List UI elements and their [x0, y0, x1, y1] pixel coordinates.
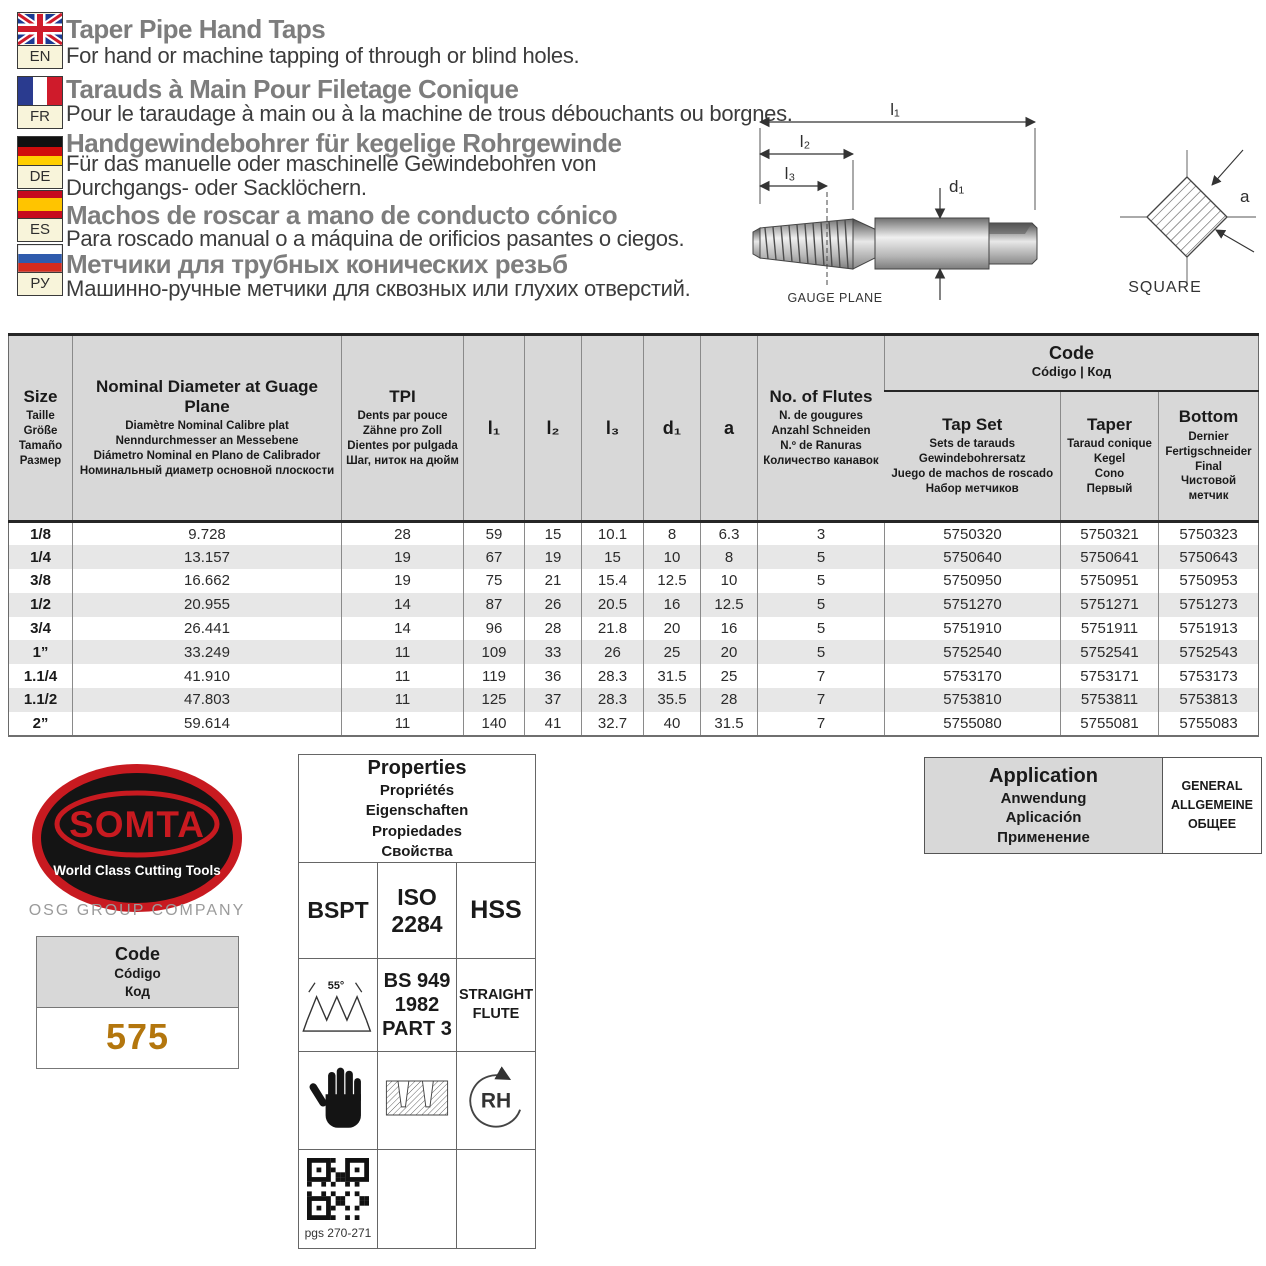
- series-code-box: [36, 936, 239, 1069]
- logo-text: SOMTA: [69, 804, 205, 845]
- property-thread-section: [378, 1052, 457, 1150]
- table-cell: 5750323: [1159, 522, 1259, 546]
- table-cell: 1.1/2: [23, 691, 58, 709]
- table-cell: 11: [342, 664, 464, 688]
- label-l1: l₁: [890, 100, 900, 119]
- table-row: [9, 522, 1259, 546]
- table-row: [9, 688, 1259, 712]
- table-cell: 5750951: [1061, 569, 1159, 593]
- table-row: [9, 712, 1259, 736]
- spec-table: [8, 333, 1259, 737]
- flag-block-es: [17, 190, 63, 242]
- table-cell: 6.3: [701, 522, 758, 546]
- table-cell: 14: [342, 593, 464, 617]
- table-cell: 5: [758, 545, 885, 569]
- table-cell: 12.5: [701, 593, 758, 617]
- flag-block-fr: [17, 76, 63, 129]
- table-cell: 20.955: [73, 593, 342, 617]
- russia-flag-icon: [18, 245, 62, 272]
- label-l2: l₂: [799, 132, 811, 151]
- tap-diagram: [735, 92, 1266, 310]
- table-cell: 67: [464, 545, 525, 569]
- table-cell: 20: [701, 640, 758, 664]
- col-header-code: Code Código | Код: [885, 335, 1259, 391]
- table-cell: 26: [582, 640, 644, 664]
- lang-code-ru: РУ: [18, 272, 62, 295]
- table-cell: 5751270: [885, 593, 1061, 617]
- application-box: [924, 757, 1262, 854]
- properties-header: Properties Propriétés Eigenschaften Propiedades Свойства: [299, 755, 536, 863]
- title-en: Taper Pipe Hand Taps: [66, 14, 326, 44]
- table-cell: 87: [464, 593, 525, 617]
- glove-icon: [307, 1064, 369, 1132]
- table-cell: 96: [464, 617, 525, 641]
- table-cell: 33.249: [73, 640, 342, 664]
- col-header-a: a: [701, 335, 758, 522]
- lang-code-es: ES: [18, 218, 62, 241]
- series-code-header: Code Código Код: [37, 937, 238, 1008]
- spain-flag-icon: [18, 191, 62, 218]
- table-cell: 31.5: [701, 712, 758, 736]
- table-cell: 1/2: [30, 596, 51, 614]
- somta-logo: [28, 762, 246, 914]
- table-cell: 5751911: [1061, 617, 1159, 641]
- application-value: GENERAL ALLGEMEINE ОБЩЕЕ: [1163, 758, 1261, 853]
- property-flute-style: STRAIGHT FLUTE: [457, 959, 536, 1052]
- table-cell: 11: [342, 640, 464, 664]
- label-d1: d₁: [949, 177, 965, 196]
- thread-angle-icon: [301, 970, 375, 1036]
- title-fr: Tarauds à Main Pour Filetage Conique: [66, 74, 519, 104]
- france-flag-icon: [18, 77, 62, 105]
- table-cell: 36: [525, 664, 582, 688]
- table-row: [9, 664, 1259, 688]
- right-hand-rotation-icon: [461, 1063, 531, 1133]
- table-cell: 10.1: [582, 522, 644, 546]
- table-cell: 16: [701, 617, 758, 641]
- table-cell: 47.803: [73, 688, 342, 712]
- lang-code-en: EN: [18, 45, 62, 68]
- table-cell: 14: [342, 617, 464, 641]
- col-header-d1: d₁: [644, 335, 701, 522]
- table-cell: 5753170: [885, 664, 1061, 688]
- property-qr: [299, 1150, 378, 1249]
- properties-table: [298, 754, 536, 1249]
- col-header-taper: Taper Taraud conique Kegel Cono Первый: [1061, 391, 1159, 522]
- table-row: [9, 545, 1259, 569]
- table-cell: 11: [342, 688, 464, 712]
- table-cell: 19: [342, 545, 464, 569]
- property-empty-1: [378, 1150, 457, 1249]
- table-cell: 31.5: [644, 664, 701, 688]
- table-cell: 5751271: [1061, 593, 1159, 617]
- table-cell: 5753171: [1061, 664, 1159, 688]
- table-cell: 12.5: [644, 569, 701, 593]
- svg-text:RH: RH: [480, 1089, 512, 1113]
- table-cell: 5751913: [1159, 617, 1259, 641]
- table-cell: 75: [464, 569, 525, 593]
- table-cell: 13.157: [73, 545, 342, 569]
- table-cell: 10: [644, 545, 701, 569]
- table-cell: 5750950: [885, 569, 1061, 593]
- table-cell: 5752540: [885, 640, 1061, 664]
- table-cell: 41: [525, 712, 582, 736]
- property-hand-use: [299, 1052, 378, 1150]
- table-cell: 40: [644, 712, 701, 736]
- table-row: [9, 617, 1259, 641]
- subtitle-de: Für das manuelle oder maschinelle Gewindebohren von Durchgangs- oder Sacklöchern.: [66, 151, 597, 200]
- table-cell: 1/4: [30, 548, 51, 566]
- dimension-l1: [760, 100, 1035, 210]
- germany-flag-icon: [18, 137, 62, 165]
- table-cell: 26: [525, 593, 582, 617]
- title-es: Machos de roscar a mano de conducto cónico: [66, 200, 618, 230]
- table-cell: 3: [758, 522, 885, 546]
- property-thread-angle: [299, 959, 378, 1052]
- table-cell: 5755080: [885, 712, 1061, 736]
- table-cell: 2”: [32, 714, 49, 732]
- table-cell: 3/4: [30, 620, 51, 638]
- table-cell: 5751273: [1159, 593, 1259, 617]
- title-de: Handgewindebohrer für kegelige Rohrgewinde: [66, 128, 622, 158]
- logo-tagline: World Class Cutting Tools: [53, 863, 221, 878]
- table-cell: 109: [464, 640, 525, 664]
- table-cell: 21.8: [582, 617, 644, 641]
- table-cell: 59: [464, 522, 525, 546]
- col-header-tap-set: Tap Set Sets de tarauds Gewindebohrersatz Juego de machos de roscado Набор метчиков: [885, 391, 1061, 522]
- svg-text:55°: 55°: [327, 979, 345, 992]
- table-cell: 19: [525, 545, 582, 569]
- table-cell: 20.5: [582, 593, 644, 617]
- table-cell: 11: [342, 712, 464, 736]
- thread-section-icon: [383, 1077, 451, 1119]
- table-cell: 8: [644, 522, 701, 546]
- table-cell: 28: [701, 688, 758, 712]
- qr-code: [307, 1158, 369, 1220]
- flag-block-de: [17, 136, 63, 189]
- dimension-l2: [760, 132, 853, 210]
- property-empty-2: [457, 1150, 536, 1249]
- table-cell: 5750640: [885, 545, 1061, 569]
- table-cell: 7: [758, 688, 885, 712]
- table-cell: 5: [758, 593, 885, 617]
- table-cell: 1.1/4: [23, 667, 58, 685]
- table-cell: 7: [758, 664, 885, 688]
- dimension-l3: [760, 164, 827, 186]
- table-cell: 28.3: [582, 664, 644, 688]
- table-cell: 28.3: [582, 688, 644, 712]
- property-material: HSS: [457, 863, 536, 959]
- table-cell: 119: [464, 664, 525, 688]
- table-cell: 7: [758, 712, 885, 736]
- table-cell: 59.614: [73, 712, 342, 736]
- table-cell: 15: [525, 522, 582, 546]
- subtitle-en: For hand or machine tapping of through or blind holes.: [66, 43, 580, 68]
- table-cell: 21: [525, 569, 582, 593]
- col-header-size: Size Taille Größe Tamaño Размер: [9, 335, 73, 522]
- table-cell: 5: [758, 569, 885, 593]
- table-cell: 25: [701, 664, 758, 688]
- table-cell: 16.662: [73, 569, 342, 593]
- table-cell: 1”: [32, 643, 49, 661]
- property-bs-standard: BS 949 1982 PART 3: [378, 959, 457, 1052]
- title-ru: Метчики для трубных конических резьб: [66, 249, 568, 279]
- property-iso-standard: ISO 2284: [378, 863, 457, 959]
- table-cell: 5755083: [1159, 712, 1259, 736]
- table-cell: 41.910: [73, 664, 342, 688]
- flag-block-en: [17, 12, 63, 69]
- subtitle-ru: Машинно-ручные метчики для сквозных или глухих отверстий.: [66, 276, 691, 301]
- table-cell: 35.5: [644, 688, 701, 712]
- lang-code-de: DE: [18, 165, 62, 188]
- uk-flag-icon: [18, 13, 62, 45]
- table-cell: 32.7: [582, 712, 644, 736]
- table-cell: 1/8: [30, 525, 51, 543]
- table-cell: 15.4: [582, 569, 644, 593]
- col-header-l2: l₂: [525, 335, 582, 522]
- table-cell: 15: [582, 545, 644, 569]
- table-cell: 5753811: [1061, 688, 1159, 712]
- flag-block-ru: [17, 244, 63, 296]
- company-name: OSG GROUP COMPANY: [28, 902, 246, 919]
- table-cell: 26.441: [73, 617, 342, 641]
- table-cell: 5753813: [1159, 688, 1259, 712]
- col-header-tpi: TPI Dents par pouce Zähne pro Zoll Dientes por pulgada Шаг, ниток на дюйм: [342, 335, 464, 522]
- col-header-bottom: Bottom Dernier Fertigschneider Final Чистовой метчик: [1159, 391, 1259, 522]
- col-header-nominal-diameter: Nominal Diameter at Guage Plane Diamètre Nominal Calibre plat Nenndurchmesser an Messebene Diámetro Nominal en Plano de Calibrador Номинальный диаметр основной плоскости: [73, 335, 342, 522]
- table-cell: 5750321: [1061, 522, 1159, 546]
- table-cell: 5750643: [1159, 545, 1259, 569]
- table-cell: 5755081: [1061, 712, 1159, 736]
- table-cell: 5752541: [1061, 640, 1159, 664]
- tap-drawing: [753, 218, 1037, 269]
- table-cell: 125: [464, 688, 525, 712]
- qr-caption: pgs 270-271: [304, 1226, 372, 1240]
- label-a: a: [1240, 187, 1250, 206]
- table-cell: 5: [758, 640, 885, 664]
- subtitle-fr: Pour le taraudage à main ou à la machine de trous débouchants ou borgnes.: [66, 101, 793, 126]
- table-cell: 5750320: [885, 522, 1061, 546]
- table-cell: 10: [701, 569, 758, 593]
- table-row: [9, 640, 1259, 664]
- square-section: [1120, 150, 1256, 296]
- table-cell: 37: [525, 688, 582, 712]
- table-cell: 5753810: [885, 688, 1061, 712]
- table-cell: 28: [342, 522, 464, 546]
- table-cell: 16: [644, 593, 701, 617]
- table-cell: 25: [644, 640, 701, 664]
- table-cell: 5753173: [1159, 664, 1259, 688]
- table-cell: 3/8: [30, 572, 51, 590]
- square-label: SQUARE: [1128, 279, 1202, 296]
- table-cell: 9.728: [73, 522, 342, 546]
- lang-code-fr: FR: [18, 105, 62, 128]
- series-code-value: 575: [37, 1008, 238, 1068]
- table-cell: 5750953: [1159, 569, 1259, 593]
- table-cell: 20: [644, 617, 701, 641]
- property-rotation: [457, 1052, 536, 1150]
- table-cell: 5: [758, 617, 885, 641]
- subtitle-es: Para roscado manual o a máquina de orificios pasantes o ciegos.: [66, 226, 685, 251]
- label-l3: l₃: [784, 164, 796, 183]
- table-cell: 8: [701, 545, 758, 569]
- application-header: Application Anwendung Aplicación Применение: [925, 758, 1163, 853]
- table-cell: 33: [525, 640, 582, 664]
- table-cell: 5750641: [1061, 545, 1159, 569]
- table-row: [9, 569, 1259, 593]
- col-header-l3: l₃: [582, 335, 644, 522]
- col-header-l1: l₁: [464, 335, 525, 522]
- spec-table-body: [9, 522, 1259, 736]
- table-cell: 28: [525, 617, 582, 641]
- gauge-plane-label: GAUGE PLANE: [787, 291, 883, 305]
- table-cell: 140: [464, 712, 525, 736]
- col-header-flutes: No. of Flutes N. de gougures Anzahl Schneiden N.º de Ranuras Количество канавок: [758, 335, 885, 522]
- table-cell: 5752543: [1159, 640, 1259, 664]
- property-thread-type: BSPT: [299, 863, 378, 959]
- table-cell: 5751910: [885, 617, 1061, 641]
- table-row: [9, 593, 1259, 617]
- table-cell: 19: [342, 569, 464, 593]
